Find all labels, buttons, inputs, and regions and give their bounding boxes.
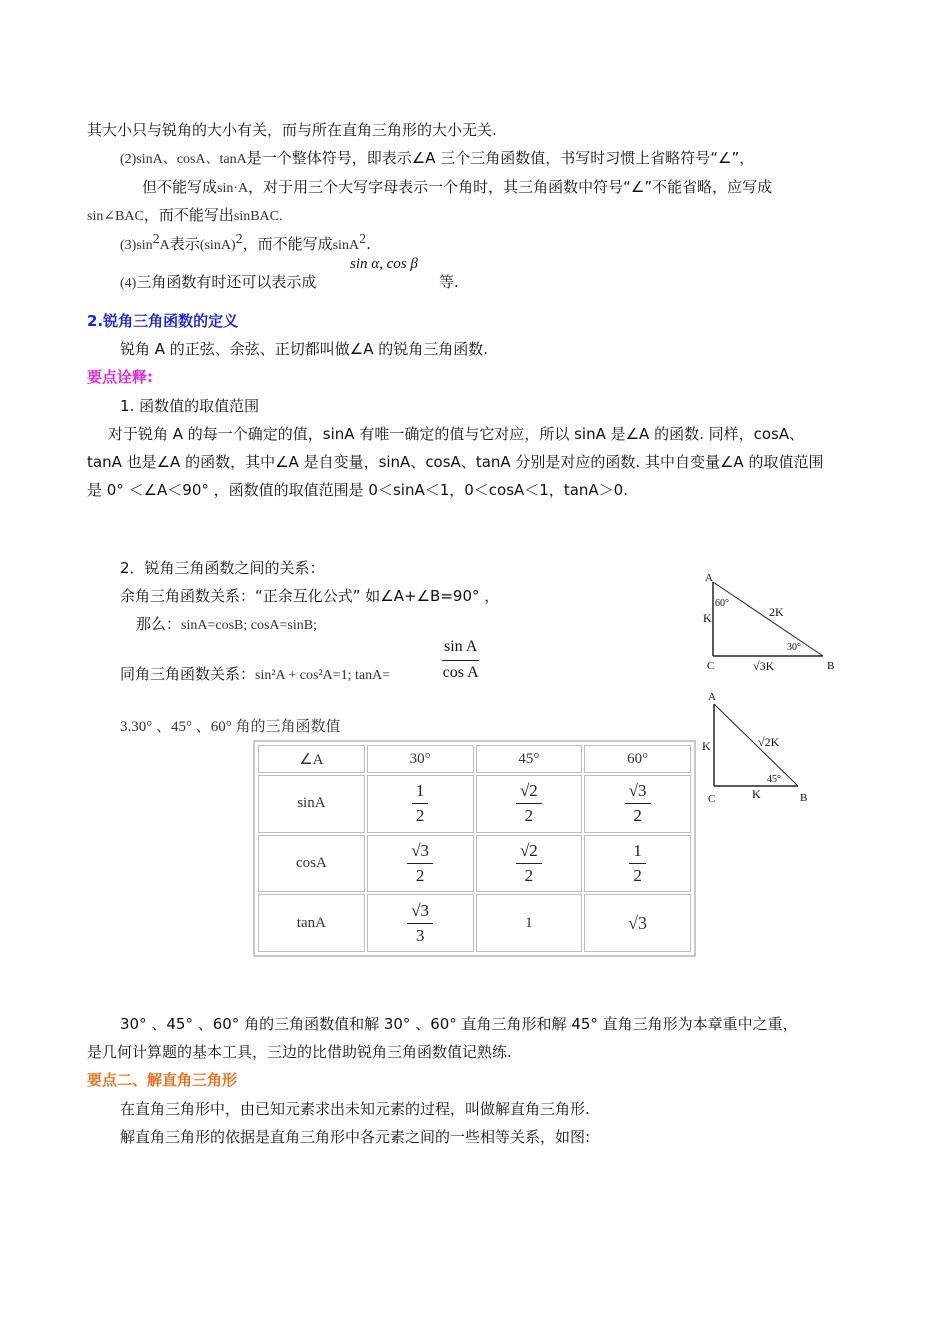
math-inline: (3)sin xyxy=(120,238,153,253)
fraction-numerator: sin A xyxy=(442,638,479,661)
math-expression: sin α, cos β xyxy=(350,256,418,272)
text-line: 是 0° ＜∠A＜90° ，函数值的取值范围是 0＜sinA＜1，0＜cosA＜1，tanA＞0. xyxy=(87,481,628,499)
math-inline: sinBAC. xyxy=(233,209,283,224)
text-line xyxy=(120,664,390,686)
math-inline: sinA=cosB; cosA=sinB; xyxy=(181,618,317,633)
triangle-45-45-90-diagram xyxy=(700,688,820,808)
triangle-30-60-90-diagram xyxy=(695,568,845,678)
superscript: 2 xyxy=(235,232,243,247)
math-inline: sin²A + cos²A=1; tanA= xyxy=(255,668,391,683)
denominator: 2 xyxy=(415,806,425,826)
row-label: cosA xyxy=(258,835,365,893)
angle-label: 45° xyxy=(767,774,781,785)
table-header: ∠A xyxy=(258,745,365,773)
text-line xyxy=(142,177,772,199)
text-span: 三角函数有时还可以表示成 xyxy=(136,273,317,291)
angle-label: 30° xyxy=(787,642,801,653)
math-inline: sinA xyxy=(332,238,360,253)
table-header: 60° xyxy=(584,745,691,773)
text-line xyxy=(120,148,754,170)
section-heading: 要点二、解直角三角形 xyxy=(87,1071,238,1089)
numerator: √2 xyxy=(516,841,542,864)
text-line: 是几何计算题的基本工具，三边的比借助锐角三角函数值记熟练. xyxy=(87,1043,512,1061)
text-line: 在直角三角形中，由已知元素求出未知元素的过程，叫做解直角三角形. xyxy=(120,1100,590,1118)
math-inline: (4) xyxy=(120,276,137,291)
text-line xyxy=(87,205,283,227)
table-cell: √3 xyxy=(584,894,691,952)
subheading: 1. 函数值的取值范围 xyxy=(120,397,260,415)
text-line: 余角三角函数关系：“正余互化公式” 如∠A+∠B=90° ， xyxy=(120,587,500,605)
text-span: 表示 xyxy=(169,235,200,253)
table-cell: 1 xyxy=(476,894,583,952)
table-header: 45° xyxy=(476,745,583,773)
denominator: 2 xyxy=(415,865,425,885)
math-inline: A xyxy=(159,238,170,253)
row-label: sinA xyxy=(258,775,365,833)
note-heading: 要点诠释: xyxy=(87,368,153,386)
numerator: √2 xyxy=(516,781,542,804)
vertex-label: B xyxy=(827,660,835,672)
numerator: 1 xyxy=(412,781,429,804)
vertex-label: C xyxy=(708,793,716,805)
subheading: 2．锐角三角函数之间的关系： xyxy=(120,559,325,577)
vertex-label: A xyxy=(708,691,716,703)
row-label: tanA xyxy=(258,894,365,952)
vertex-label: B xyxy=(800,792,808,804)
numerator: √3 xyxy=(407,901,433,924)
subheading: 3.30° 、45° 、60° 角的三角函数值 xyxy=(120,719,341,735)
vertex-label: A xyxy=(705,572,713,584)
section-heading: 2.锐角三角函数的定义 xyxy=(87,312,239,330)
vertex-label: C xyxy=(707,660,715,672)
denominator: 2 xyxy=(633,806,642,826)
numerator: √3 xyxy=(625,781,651,804)
side-label: 2K xyxy=(769,605,784,619)
text-line: 解直角三角形的依据是直角三角形中各元素之间的一些相等关系，如图: xyxy=(120,1128,591,1146)
table-row xyxy=(258,835,691,893)
math-inline: sin∠BAC xyxy=(87,209,144,224)
numerator: 1 xyxy=(629,841,646,864)
text-span: 那么： xyxy=(136,615,182,633)
text-span: 同角三角函数关系： xyxy=(120,665,256,683)
text-line: 对于锐角 A 的每一个确定的值，sinA 有唯一确定的值与它对应，所以 sinA 是∠A 的函数. 同样，cosA、 xyxy=(108,425,805,443)
superscript: 2 xyxy=(152,232,160,247)
text-span: 等. xyxy=(439,273,459,291)
numerator: √3 xyxy=(407,841,433,864)
table-cell xyxy=(584,835,691,893)
side-label: K xyxy=(702,739,711,753)
fraction-tan xyxy=(442,638,479,682)
text-span: ，而不能写成 xyxy=(242,235,333,253)
math-inline: sin·A xyxy=(217,181,249,196)
text-line: tanA 也是∠A 的函数，其中∠A 是自变量，sinA、cosA、tanA 分别是对应的函数. 其中自变量∠A 的取值范围 xyxy=(87,453,824,471)
text-line: 锐角 A 的正弦、余弦、正切都叫做∠A 的锐角三角函数. xyxy=(120,340,489,358)
denominator: 2 xyxy=(524,865,534,885)
text-span: ，对于用三个大写字母表示一个角时，其三角函数中符号“∠”不能省略，应写成 xyxy=(248,178,773,196)
fraction-denominator: cos A xyxy=(442,664,479,681)
table-cell xyxy=(476,835,583,893)
table-cell xyxy=(584,775,691,833)
denominator: 2 xyxy=(633,865,642,885)
table-cell xyxy=(367,894,474,952)
table-row xyxy=(258,775,691,833)
text-span: . xyxy=(366,235,371,253)
table-cell xyxy=(476,775,583,833)
text-span: 但不能写成 xyxy=(142,178,218,196)
math-inline: (2)sinA、cosA、tanA xyxy=(120,152,247,167)
side-label: K xyxy=(752,787,761,801)
math-inline: (sinA) xyxy=(199,238,236,253)
angle-label: 60° xyxy=(715,598,729,609)
text-line xyxy=(120,234,371,256)
table-row xyxy=(258,894,691,952)
text-line: 其大小只与锐角的大小有关，而与所在直角三角形的大小无关. xyxy=(87,121,497,139)
table-cell xyxy=(367,835,474,893)
side-label: √2K xyxy=(758,735,780,749)
text-line: 30° 、45° 、60° 角的三角函数值和解 30° 、60° 直角三角形和解 45° 直角三角形为本章重中之重， xyxy=(120,1015,798,1033)
table-header: 30° xyxy=(367,745,474,773)
denominator: 3 xyxy=(415,925,425,945)
text-span: ，而不能写出 xyxy=(143,206,234,224)
side-label: √3K xyxy=(753,659,775,673)
text-line xyxy=(136,614,317,636)
text-span: 是一个整体符号，即表示∠A 三个三角函数值，书写时习惯上省略符号“∠”， xyxy=(246,149,755,167)
text-line xyxy=(120,272,316,294)
side-label: K xyxy=(703,611,712,625)
table-cell xyxy=(367,775,474,833)
trig-values-table xyxy=(253,740,696,957)
superscript: 2 xyxy=(359,232,367,247)
denominator: 2 xyxy=(524,806,534,826)
